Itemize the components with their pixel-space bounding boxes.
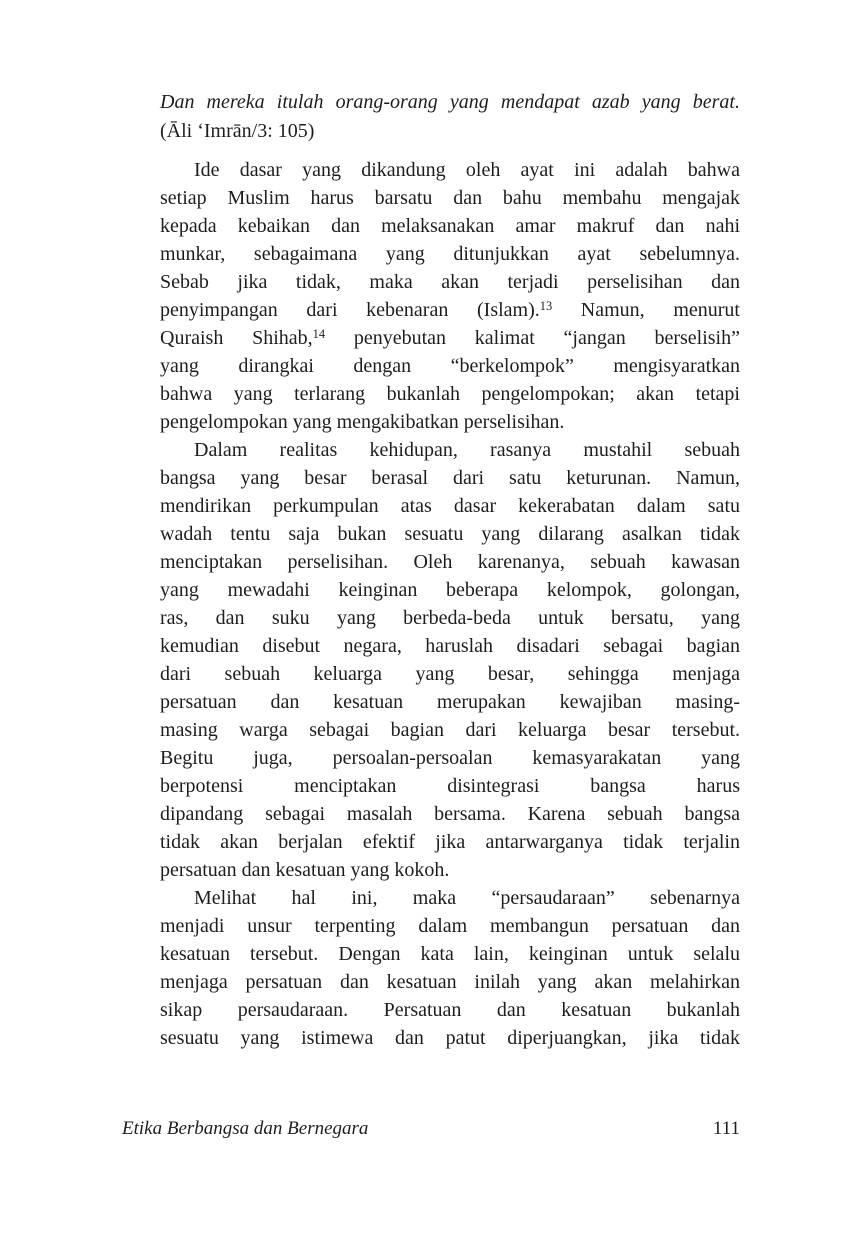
text-line: yang mewadahi keinginan beberapa kelompok, golongan,: [160, 579, 740, 601]
text-line: mendirikan perkumpulan atas dasar kekerabatan dalam satu: [160, 495, 740, 517]
text-line: Begitu juga, persoalan-persoalan kemasyarakatan yang: [160, 747, 740, 769]
text-line: kemudian disebut negara, haruslah disadari sebagai bagian: [160, 635, 740, 657]
text-line: berpotensi menciptakan disintegrasi bangsa harus: [160, 775, 740, 797]
text-line: ras, dan suku yang berbeda-beda untuk bersatu, yang: [160, 607, 740, 629]
text-line: munkar, sebagaimana yang ditunjukkan ayat sebelumnya.: [160, 243, 740, 265]
text-line: Quraish Shihab,$^{14}$ penyebutan kalimat “jangan berselisih”: [160, 327, 740, 349]
text-line: Ide dasar yang dikandung oleh ayat ini adalah bahwa: [194, 159, 740, 181]
text-line: tidak akan berjalan efektif jika antarwarganya tidak terjalin: [160, 831, 740, 853]
text-line: dipandang sebagai masalah bersama. Karena sebuah bangsa: [160, 803, 740, 825]
text-line: bahwa yang terlarang bukanlah pengelompokan; akan tetapi: [160, 383, 740, 405]
text-line: kepada kebaikan dan melaksanakan amar makruf dan nahi: [160, 215, 740, 237]
running-footer-title: Etika Berbangsa dan Bernegara: [122, 1118, 369, 1139]
footnote-reference: 14: [312, 327, 326, 342]
text-line: bangsa yang besar berasal dari satu keturunan. Namun,: [160, 467, 740, 489]
text-line: persatuan dan kesatuan merupakan kewajiban masing-: [160, 691, 740, 713]
quote-reference-line: (Āli ʻImrān/3: 105): [160, 120, 315, 142]
page-number: 111: [712, 1118, 740, 1139]
text-line: Sebab jika tidak, maka akan terjadi perselisihan dan: [160, 271, 740, 293]
text-line: Dalam realitas kehidupan, rasanya mustahil sebuah: [194, 439, 740, 461]
body-text: [160, 156, 740, 1052]
text-line: sikap persaudaraan. Persatuan dan kesatuan bukanlah: [160, 999, 740, 1021]
text-line: masing warga sebagai bagian dari keluarga besar tersebut.: [160, 719, 740, 741]
text-line: menciptakan perselisihan. Oleh karenanya, sebuah kawasan: [160, 551, 740, 573]
paragraph-3: [160, 884, 740, 1052]
text-line: menjaga persatuan dan kesatuan inilah yang akan melahirkan: [160, 971, 740, 993]
text-line: Melihat hal ini, maka “persaudaraan” sebenarnya: [194, 887, 740, 909]
quran-quote-block: [160, 88, 740, 146]
text-line: pengelompokan yang mengakibatkan perselisihan.: [160, 411, 565, 433]
text-line: kesatuan tersebut. Dengan kata lain, keinginan untuk selalu: [160, 943, 740, 965]
footnote-reference: 13: [539, 299, 553, 314]
text-line: setiap Muslim harus barsatu dan bahu membahu mengajak: [160, 187, 740, 209]
text-line: sesuatu yang istimewa dan patut diperjuangkan, jika tidak: [160, 1027, 740, 1049]
text-line: yang dirangkai dengan “berkelompok” mengisyaratkan: [160, 355, 740, 377]
paragraph-2: [160, 436, 740, 884]
page-footer: [122, 1117, 740, 1141]
text-line: wadah tentu saja bukan sesuatu yang dilarang asalkan tidak: [160, 523, 740, 545]
text-line: menjadi unsur terpenting dalam membangun persatuan dan: [160, 915, 740, 937]
quote-translation-line: Dan mereka itulah orang-orang yang mendapat azab yang berat.: [160, 91, 740, 113]
text-line: dari sebuah keluarga yang besar, sehingga menjaga: [160, 663, 740, 685]
text-line: penyimpangan dari kebenaran (Islam).$^{13}$ Namun, menurut: [160, 299, 740, 321]
paragraph-1: [160, 156, 740, 436]
text-line: persatuan dan kesatuan yang kokoh.: [160, 859, 450, 881]
